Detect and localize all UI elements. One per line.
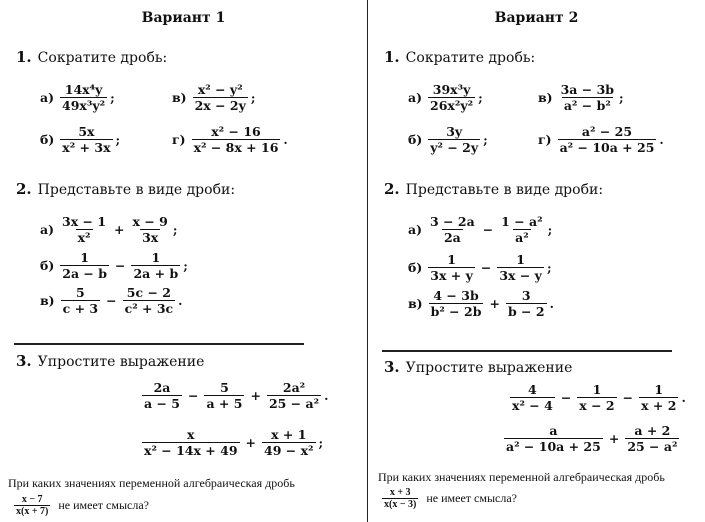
- v2-task2-item-v: в) $\frac{4 - 3b}{\text{b² − 2b}}$ + $\frac{3}{b - 2}$ .: [408, 288, 554, 319]
- v1-task2-item-v: в) $\frac{5}{c + 3}$ − $\frac{5c - 2}{\text{c² + 3c}}$ .: [40, 285, 183, 316]
- variant-2-title: Вариант 2: [494, 10, 579, 26]
- v1-task3-expression-2: $\frac{x}{\text{x² − 14x + 49}}$ + $\frac{x + 1}{\text{49 − x²}}$ ;: [144, 427, 324, 458]
- v2-task2-item-a: а) $\frac{3 - 2a}{2a}$ − $\frac{\text{1 − a²}}{\text{a²}}$ ;: [408, 214, 553, 245]
- v1-divider: [14, 343, 304, 345]
- v1-task2-heading: 2. Представьте в виде дроби:: [16, 180, 236, 198]
- v2-task1-item-g: г) $\frac{\text{a² − 25}}{\text{a² − 10a + 25}}$ .: [538, 124, 664, 155]
- v1-task1-heading: [16, 48, 167, 66]
- v1-task2-item-b: б) $\frac{1}{2a - b}$ − $\frac{1}{2a + b}$ ;: [40, 250, 188, 281]
- v2-divider: [382, 350, 672, 352]
- v2-task1-item-b: б) $\frac{3y}{\text{y² − 2y}}$ ;: [408, 124, 488, 155]
- v2-task3-heading: 3. Упростите выражение: [384, 358, 573, 376]
- v2-task3-expression-1: $\frac{4}{\text{x² − 4}}$ − $\frac{1}{x - 2}$ − $\frac{1}{x + 2}$ .: [512, 382, 686, 413]
- v1-question-fraction-line: $\frac{x - 7}{x(x + 7)}$ не имеет смысла?: [16, 494, 149, 517]
- v1-task2-item-a: а) $\frac{3x - 1}{\text{x²}}$ + $\frac{x - 9}{3x}$ ;: [40, 214, 178, 245]
- v2-task2-item-b: б) $\frac{1}{3x + y}$ − $\frac{1}{3x - y}$ ;: [408, 252, 552, 283]
- v1-task1-item-g: г) $\frac{\text{x² − 16}}{\text{x² − 8x + 16}}$ .: [172, 124, 288, 155]
- variant-2-column: [368, 0, 705, 522]
- v1-task3-expression-1: $\frac{2a}{a - 5}$ − $\frac{5}{a + 5}$ + $\frac{\text{2a²}}{\text{25 − a²}}$ .: [144, 380, 329, 411]
- v1-task1-item-v: в) $\frac{\text{x² − y²}}{2x - 2y}$ ;: [172, 82, 256, 113]
- v1-task1-number: 1.: [16, 48, 32, 66]
- v2-task1-item-v: в) $\frac{3a - 3b}{\text{a² − b²}}$ ;: [538, 82, 624, 113]
- v2-task1-item-a: а) $\frac{\text{39x³y}}{\text{26x²y²}}$ ;: [408, 82, 483, 113]
- v1-task3-heading: 3. Упростите выражение: [16, 352, 205, 370]
- v2-task2-heading: 2. Представьте в виде дроби:: [384, 180, 604, 198]
- v1-task1-text: Сократите дробь:: [37, 50, 168, 66]
- v2-task1-heading: 1. Сократите дробь:: [384, 48, 536, 66]
- v2-task3-expression-2: $\frac{a}{\text{a² − 10a + 25}}$ + $\frac{a + 2}{\text{25 − a²}}$: [506, 423, 678, 454]
- variant-1-title: Вариант 1: [141, 10, 226, 26]
- v1-task1-item-a: а) $\frac{\text{14x⁴y}}{\text{49x³y²}}$ ;: [40, 82, 115, 113]
- v2-question-fraction-line: $\frac{x + 3}{x(x - 3)}$ не имеет смысла?: [384, 487, 517, 510]
- v1-question-text: При каких значениях переменной алгебраическая дробь: [8, 476, 295, 490]
- v2-question-text: При каких значениях переменной алгебраическая дробь: [378, 470, 665, 484]
- v1-task1-item-b: б) $\frac{5x}{\text{x² + 3x}}$ ;: [40, 124, 121, 155]
